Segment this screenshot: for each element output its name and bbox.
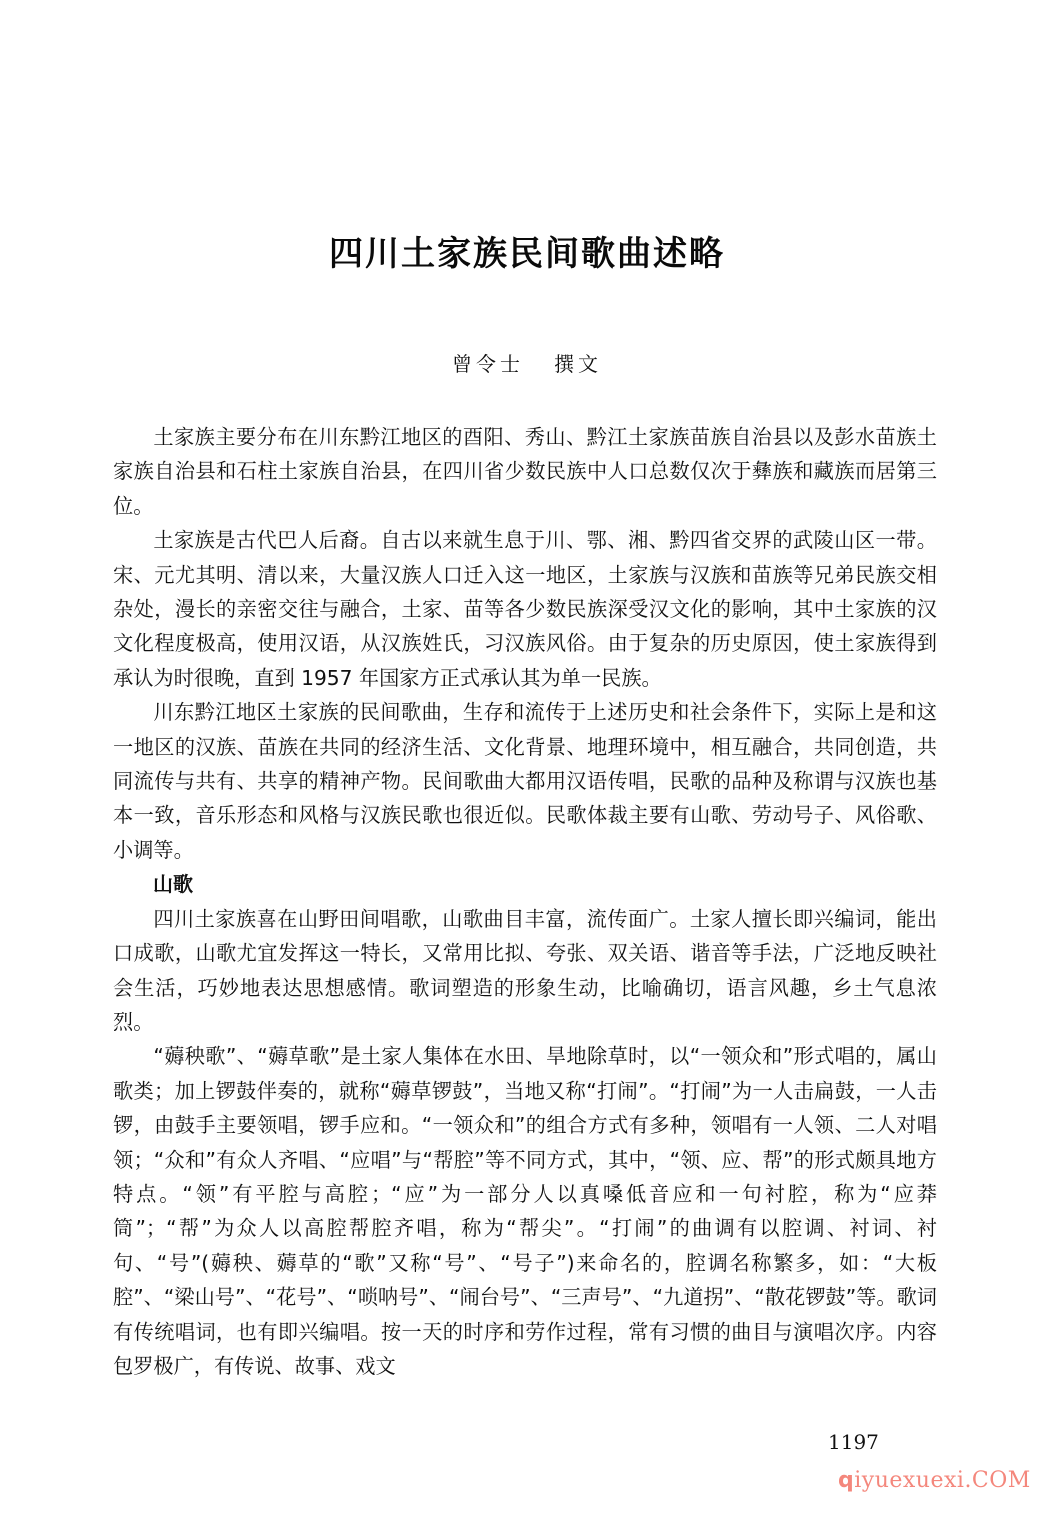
- paragraph: 川东黔江地区土家族的民间歌曲，生存和流传于上述历史和社会条件下，实际上是和这一地区的汉族、苗族在共同的经济生活、文化背景、地理环境中，相互融合，共同创造，共同流传与共有、共享的精神产物。民间歌曲大都用汉语传唱，民歌的品种及称谓与汉族也基本一致，音乐形态和风格与汉族民歌也很近似。民歌体裁主要有山歌、劳动号子、风俗歌、小调等。: [113, 700, 937, 862]
- watermark-text: iyuexuexi.COM: [854, 1468, 1031, 1493]
- watermark-logo-q: q: [838, 1468, 855, 1493]
- paragraph: “薅秧歌”、“薅草歌”是土家人集体在水田、旱地除草时，以“一领众和”形式唱的，属山歌类；加上锣鼓伴奏的，就称“薅草锣鼓”，当地又称“打闹”。“打闹”为一人击扁鼓，一人击锣，由鼓手主要领唱，锣手应和。“一领众和”的组合方式有多种，领唱有一人领、二人对唱领；“众和”有众人齐唱、“应唱”与“帮腔”等不同方式，其中，“领、应、帮”的形式颇具地方特点。“领”有平腔与高腔；“应”为一部分人以真嗓低音应和一句衬腔，称为“应莽筒”；“帮”为众人以高腔帮腔齐唱，称为“帮尖”。“打闹”的曲调有以腔调、衬词、衬句、“号”(薅秧、薅草的“歌”又称“号”、“号子”)来命名的，腔调名称繁多，如：“大板腔”、“梁山号”、“花号”、“唢呐号”、“闹台号”、“三声号”、“九道拐”、“散花锣鼓”等。歌词有传统唱词，也有即兴编唱。按一天的时序和劳作过程，常有习惯的曲目与演唱次序。内容包罗极广，有传说、故事、戏文: [113, 1044, 937, 1378]
- paragraph: 四川土家族喜在山野田间唱歌，山歌曲目丰富，流传面广。土家人擅长即兴编词，能出口成歌，山歌尤宜发挥这一特长，又常用比拟、夸张、双关语、谐音等手法，广泛地反映社会生活，巧妙地表达思想感情。歌词塑造的形象生动，比喻确切，语言风趣，乡土气息浓烈。: [113, 906, 937, 1034]
- section-heading: 山歌: [153, 872, 193, 897]
- author-name: 曾令士: [452, 352, 524, 376]
- byline: [0, 348, 1054, 377]
- page-title: 四川土家族民间歌曲述略: [329, 234, 725, 274]
- watermark: [838, 1468, 1031, 1493]
- paragraph: 土家族是古代巴人后裔。自古以来就生息于川、鄂、湘、黔四省交界的武陵山区一带。宋、元尤其明、清以来，大量汉族人口迁入这一地区，土家族与汉族和苗族等兄弟民族交相杂处，漫长的亲密交往与融合，土家、苗等各少数民族深受汉文化的影响，其中土家族的汉文化程度极高，使用汉语，从汉族姓氏，习汉族风俗。由于复杂的历史原因，使土家族得到承认为时很晚，直到 1957 年国家方正式承认其为单一民族。: [113, 528, 937, 690]
- author-role: 撰文: [554, 352, 602, 376]
- paragraph: 土家族主要分布在川东黔江地区的酉阳、秀山、黔江土家族苗族自治县以及彭水苗族土家族自治县和石柱土家族自治县，在四川省少数民族中人口总数仅次于彝族和藏族而居第三位。: [113, 425, 937, 518]
- page-number: 1197: [828, 1430, 879, 1454]
- article-body: [113, 420, 937, 1383]
